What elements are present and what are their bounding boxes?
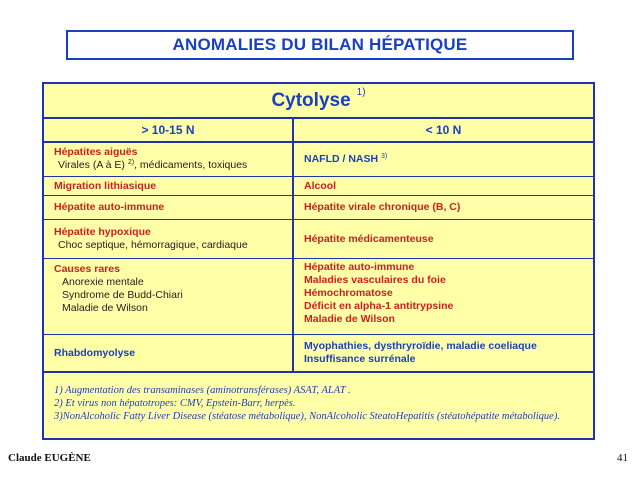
list-item: Hémochromatose	[304, 287, 393, 299]
cell-viral-chronic: Hépatite virale chronique (B, C)	[304, 201, 461, 213]
cell-myopathies	[294, 335, 593, 371]
page-number: 41	[617, 452, 628, 464]
list-item: Maladies vasculaires du foie	[304, 274, 446, 286]
list-item: Insuffisance surrénale	[304, 353, 416, 365]
cytolyse-footnote-ref: 1)	[356, 87, 366, 98]
page-title: ANOMALIES DU BILAN HÉPATIQUE	[172, 35, 468, 54]
table-row	[44, 335, 593, 373]
cell-lithiasis: Migration lithiasique	[44, 177, 294, 195]
table-row	[44, 220, 593, 259]
list-item: Myophathies, dysthryroïdie, maladie coeliaque	[304, 340, 537, 352]
table-row	[44, 177, 593, 196]
cell-rare-causes	[44, 259, 294, 334]
cell-alcohol: Alcool	[304, 179, 337, 192]
cell-autoimmune: Hépatite auto-immune	[44, 196, 294, 219]
cytolyse-heading	[44, 84, 593, 117]
footnote-2: 2) Et virus non hépatotropes: CMV, Epstein-Barr, herpès.	[54, 398, 296, 409]
footnote-1: 1) Augmentation des transaminases (aminotransférases) ASAT, ALAT .	[54, 385, 351, 396]
hypoxic-title: Hépatite hypoxique	[54, 226, 151, 238]
footnotes	[54, 384, 587, 423]
list-item: Déficit en alpha-1 antitrypsine	[304, 300, 454, 312]
list-item: Anorexie mentale	[62, 276, 144, 288]
table-header	[44, 119, 593, 143]
table-row	[44, 259, 593, 335]
cytolyse-title: Cytolyse	[271, 89, 351, 111]
acute-hepatitis-detail: Virales (A à E) $^{2)}$, médicaments, toxiques	[58, 159, 248, 171]
acute-hepatitis-title: Hépatites aiguës	[54, 146, 138, 158]
cell-nafld: NAFLD / NASH $^{3)}$	[304, 152, 388, 165]
rare-causes-title: Causes rares	[54, 263, 120, 275]
cell-drug-induced: Hépatite médicamenteuse	[304, 232, 434, 245]
col-header-high: > 10-15 N	[44, 119, 294, 141]
list-item: Syndrome de Budd-Chiari	[62, 289, 183, 301]
cell-rare-causes-low	[294, 259, 593, 334]
cell-acute-hepatitis	[44, 143, 294, 176]
table-row	[44, 196, 593, 220]
table-row	[44, 143, 593, 177]
hypoxic-detail: Choc septique, hémorragique, cardiaque	[58, 239, 248, 251]
cell-hypoxic	[44, 220, 294, 258]
title-box	[66, 30, 574, 60]
col-header-low: < 10 N	[425, 122, 462, 137]
list-item: Maladie de Wilson	[304, 313, 395, 325]
cytolyse-table	[44, 117, 593, 373]
cytolyse-panel	[42, 82, 595, 440]
cell-rhabdomyolysis: Rhabdomyolyse	[44, 335, 294, 371]
author: Claude EUGÈNE	[8, 452, 91, 464]
list-item: Maladie de Wilson	[62, 302, 148, 314]
footnote-3: 3)NonAlcoholic Fatty Liver Disease (stéatose métabolique), NonAlcoholic SteatoHepatitis (stéatohépatite métabolique).	[54, 411, 560, 422]
list-item: Hépatite auto-immune	[304, 261, 415, 273]
